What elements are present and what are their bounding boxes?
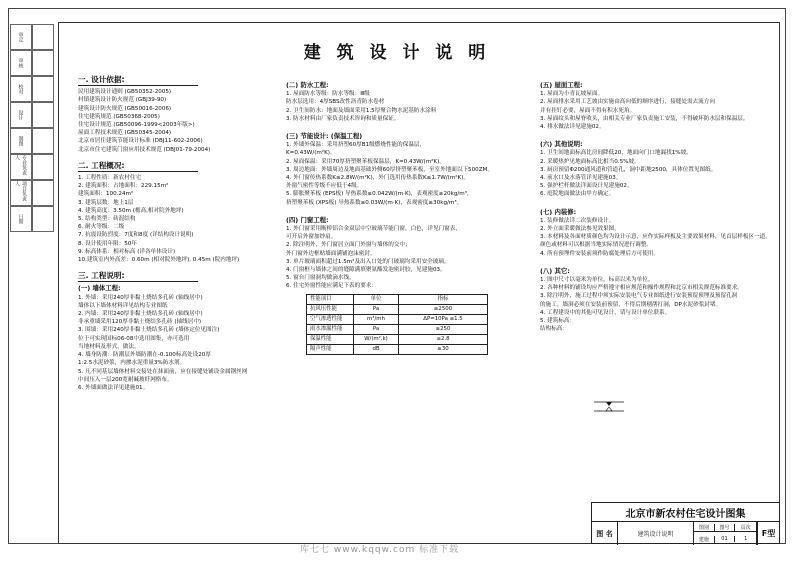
basis-line: 住宅建筑规范 (GB50368-2005) (78, 113, 160, 120)
energy-line: 3. 周边地面：外墙周边及地面基础外侧60厚挤塑聚苯板，至室外地面以下500ZM。 (286, 166, 493, 173)
signature-cell: 日期 (10, 206, 32, 232)
wall-line: 6. 外墙面做法详见建施01。 (78, 384, 149, 391)
signature-blank (32, 102, 54, 128)
energy-line: 4. 外门窗传热系数K≤2.8W/(m²K)，外门选用传热系数K≤1.7W/(m²K)。 (286, 175, 469, 182)
interior-line: 3. 本材料及各面材质颜色均为设计示意，应作实际样板及主要效果材料，见首层样板区一道。 (540, 234, 771, 241)
signature-blank (32, 206, 54, 232)
basis-line: 屋面工程技术规范 (GB50345-2004) (78, 130, 172, 137)
wall-line: 2. 内墙：采用240厚非黏土烧结多孔砖 (轴线居中) (78, 311, 203, 318)
hdr-type: 图别 (694, 524, 715, 532)
interior-line: 4. 所有预埋件安装前须作防腐处理后方可使用。 (540, 250, 659, 257)
roof-line: 1. 屋面为小青瓦坡屋面。 (540, 91, 604, 98)
waterproof-line: 1. 屋面防水等级：防水等级：Ⅲ级 (286, 91, 370, 98)
basis-line: 住宅设计规范 (GB50096-1999<2003年版>) (78, 122, 195, 129)
energy-line: 挤塑聚苯板 (XPS板) 导热系数≤0.03W/(m·K)，表观密度≥30kg/m³。 (286, 199, 463, 206)
subsection-other-title: (八) 其它: (540, 266, 570, 275)
overview-line: 3. 建筑层数：地上1层 (78, 199, 134, 206)
perf-row (307, 304, 488, 314)
misc-line: 5. 强护栏杆做法详面设计见建施02。 (540, 183, 633, 190)
energy-line: K=0.43W/(m²K)。 (286, 150, 336, 157)
window-performance-table (306, 294, 488, 355)
perf-cell: Pa (354, 324, 399, 334)
perf-cell: 空气渗透性能 (307, 314, 354, 324)
basis-line: 民用建筑设计通则 (GB50352-2005) (78, 89, 172, 96)
signature-cell: 校对 (10, 76, 32, 102)
signature-cell: 设计 (10, 102, 32, 128)
door-line: 外门窗外边框贴墙面满铺泡沫密封。 (286, 250, 376, 257)
wall-line: 墙体以下墙体材料详见结构专业图纸 (78, 302, 168, 309)
basis-line: 北京市居住建筑节能设计标准 (DBJ11-602-2006) (78, 138, 203, 145)
perf-row (307, 334, 488, 344)
door-line: 5. 窗台门窗洞均做滴水线。 (286, 275, 355, 282)
waterproof-line: 2. 卫生间防水：地面及墙面采用1.5厚聚合物水泥基防水涂料 (286, 107, 437, 114)
door-line: 4. 门窗框与墙体之间的缝隙满填聚氨酯发泡密封胶，见建施03。 (286, 267, 446, 274)
other-line: 1. 图中尺寸以毫米为单位，标高以米为单位。 (540, 277, 654, 284)
misc-line: 2. 采暖热炉见地面标高比相当0.5%坡。 (540, 158, 640, 165)
roof-line: 4. 排水做法详见建施02。 (540, 124, 605, 131)
other-line: 4. 工程建设中的其他可见设计，请与设计单位联系。 (540, 309, 671, 316)
wall-line: 4. 墙身防潮：防潮层外墙防潮在-0.100标高处设20厚 (78, 352, 211, 359)
overview-line: 7. 抗震设防烈度：7度和8度 (详结构设计说明) (78, 232, 194, 239)
other-line: 3. 除注明外，施工过程中须实际安装电气专业图纸进行安装预留预埋及预留孔洞 (540, 293, 738, 300)
misc-line: 4. 前水口及水落管详见建施03。 (540, 175, 622, 182)
val-page: 1 (744, 536, 748, 543)
roof-line: 并有挂钉必要，屋面不得有积水死角。 (540, 107, 636, 114)
basis-line: 北京市住宅建筑门窗应用技术规范 (DBJ01-79-2004) (78, 146, 211, 153)
wall-line: 中间压入一层200宽耐碱玻纤网格布。 (78, 376, 173, 383)
perf-cell: 抗风压性能 (307, 304, 354, 314)
wall-line: 非承重墙采用120厚非黏土烧结多孔砖 (轴线居中) (78, 319, 202, 326)
title-block (591, 502, 780, 544)
val-no: 01 (715, 536, 736, 542)
perf-cell: ΔP=10Pa ≤1.5 (399, 314, 488, 324)
overview-line: 9. 标高体系：相对标高 (详各单体设计) (78, 248, 176, 255)
energy-line: 5. 膨胀聚苯板 (EPS板) 导热系数≤0.042W/(m·K)，表观密度≥20kg/m³， (286, 191, 473, 198)
hdr-no: 图号 (715, 524, 736, 532)
other-line: 的施工。墙洞必须在安装前预留，不得后期剔凿打洞，DP水泥砂浆封堵。 (540, 301, 722, 308)
section-engineering-title: 三. 工程说明: (78, 272, 198, 282)
misc-line: 3. 厨房预留Φ200通风道和管道孔，洞中距地2500，具体位置见图纸。 (540, 166, 717, 173)
perf-cell: ≤2.8 (399, 334, 488, 344)
waterproof-line: 防水层选用：4厚SBS改性沥青防水卷材 (286, 99, 385, 106)
watermark-text: 库七七 www.kqqw.com 标准下载 (300, 545, 460, 555)
perf-cell: ≥2500 (399, 304, 488, 314)
section-design-basis-title: 一. 设计依据: (78, 76, 198, 86)
other-line: 2. 各种材料的铺设均应严格遵守相应规范和操作规程和北京市相关规范标准要求。 (540, 285, 743, 292)
overview-line: 6. 耐火等级：二级 (78, 224, 125, 231)
subsection-misc-title: (六) 其他说明: (540, 140, 583, 149)
wall-line: 当地材料及形式，做法。 (78, 343, 140, 350)
perf-row (307, 324, 488, 334)
wall-line: 3. 围墙：采用240厚非黏土烧结多孔砖 (墙体定位见图注) (78, 327, 220, 334)
door-line: 2. 除注明外，外门窗居立面门外窗与墙体的交中； (286, 242, 411, 249)
perf-header: 指标 (399, 294, 488, 304)
sheet-type: F型 (761, 529, 776, 538)
energy-line: 2. 屋面保温：采用70厚挤塑聚苯板保温层，K=0.43W/(m²K)。 (286, 158, 445, 165)
perf-header: 性能项目 (307, 294, 354, 304)
drawing-name: 建筑设计说明 (618, 522, 694, 545)
signature-blank (32, 128, 54, 154)
perf-cell: ≥250 (399, 324, 488, 334)
overview-line: 建筑面积：100.24m² (78, 191, 134, 198)
level-symbol-icon (594, 398, 634, 414)
interior-line: 颜色或材料可以根据当地实际情况进行调整。 (540, 242, 652, 249)
perf-header: 单位 (354, 294, 399, 304)
overview-line: 10.建筑室内外高差：0.60m (相对院外地坪), 0.45m (院内地坪) (78, 257, 240, 264)
signature-cell: 项目负责人 (10, 180, 32, 206)
overview-line: 1. 工程性质：新农村住宅 (78, 175, 142, 182)
perf-cell: W/(m².k) (354, 334, 399, 344)
subsection-roof-title: (五) 屋面工程: (540, 81, 583, 89)
waterproof-line: 3. 防水材料由厂家负责技术咨询和质量保证。 (286, 115, 400, 122)
signature-blank (32, 154, 54, 180)
energy-line: 外窗气密性等级不应低于4级。 (286, 183, 363, 190)
door-line: 3. 单片玻璃面积超过1.5m²及出入口处的门玻璃均采用安全玻璃。 (286, 258, 450, 265)
basis-line: 村镇建筑设计防火规范 (GBJ39-90) (78, 97, 167, 104)
overview-line: 4. 建筑高度：3.50m (檐高,相对院外地坪) (78, 207, 184, 214)
overview-line: 2. 建筑面积：占地面积：229.15m² (78, 183, 169, 190)
door-line: 1. 外门窗采用断桥铝合金双层中空玻璃节能门窗，白色，详见门窗表， (286, 226, 461, 233)
basis-line: 建筑设计防火规范 (GB50016-2006) (78, 105, 172, 112)
perf-cell: 保温性能 (307, 334, 354, 344)
hdr-page: 页次 (735, 524, 756, 532)
perf-cell: m³/mh (354, 314, 399, 324)
subsection-wall-title: (一) 墙体工程: (78, 284, 121, 293)
wall-line: 位于可实现国标06-08中选用图集，亦可选用 (78, 335, 190, 342)
column-waterproof-energy (286, 80, 493, 355)
signature-blank (32, 180, 54, 206)
perf-cell: 隔声性能 (307, 344, 354, 354)
column-roof-other (540, 80, 771, 333)
energy-line: 1. 外墙外保温：采用挤塑60厚B1级燃烧性能的保温层， (286, 142, 426, 149)
page-title: 建 筑 设 计 说 明 (303, 43, 491, 63)
subsection-interior-title: (七) 内装修: (540, 207, 577, 216)
roof-line: 2. 屋面排水采用工艺坡由实施由高向低的顺序进行，接缝处需去流方向 (540, 99, 715, 106)
signature-cell: 制图 (10, 128, 32, 154)
interior-line: 2. 外立面采暖做法参见效果图。 (540, 226, 620, 233)
perf-cell: dB (354, 344, 399, 354)
overview-line: 5. 结构类型：砖混结构 (78, 216, 136, 223)
roof-line: 3. 屋面纹头和屋脊收头，由相关专业厂家负责施工安装，不得破坏防水层和保温层。 (540, 115, 749, 122)
subsection-doors-title: (四) 门窗工程: (286, 215, 329, 224)
interior-line: 1. 装修做法详二次装修设计。 (540, 217, 615, 224)
perf-cell: 雨水渗漏性能 (307, 324, 354, 334)
wall-line: 1. 外墙：采用240厚非黏土烧结多孔砖 (轴线居中) (78, 294, 203, 301)
section-overview-title: 二. 工程概况: (78, 162, 198, 172)
door-line: 6. 住宅外窗性能应满足下表的要求： (286, 283, 378, 290)
perf-row (307, 344, 488, 354)
perf-cell: Pa (354, 304, 399, 314)
perf-cell: ≥30 (399, 344, 488, 354)
project-name: 北京市新农村住宅设计图集 (592, 503, 779, 522)
drawing-name-label: 图 名 (592, 522, 618, 545)
signature-cell: 审定 (10, 24, 32, 50)
subsection-waterproof-title: (二) 防水工程: (286, 81, 329, 89)
misc-line: 1. 卫生间地面标高比房间降低20，地面向门口地漏找1%坡。 (540, 150, 692, 157)
door-line: 可开启外窗加纱扇。 (286, 234, 337, 241)
val-type: 建施 (694, 536, 715, 543)
signature-blank (32, 76, 54, 102)
perf-row (307, 314, 488, 324)
column-design-basis (78, 74, 247, 392)
subsection-energy-title: (三) 节能设计: (保温工程) (286, 132, 363, 141)
wall-line: 5. 凡不同基层墙体材料交接处在抹面前，应在接缝处铺设金属钢丝网 (78, 368, 248, 375)
other-line: 5. 建筑标高： (540, 318, 576, 325)
wall-line: 1:2.5水泥砂浆，内掺水泥重量3%防水剂。 (78, 360, 186, 367)
misc-line: 6. 庭院地面做法由甲方确定。 (540, 191, 615, 198)
signature-cell: 专业负责人 (10, 154, 32, 180)
signature-cell: 审核 (10, 50, 32, 76)
overview-line: 8. 设计使用年限：50年 (78, 240, 137, 247)
other-line: 结构标高： (540, 326, 568, 333)
